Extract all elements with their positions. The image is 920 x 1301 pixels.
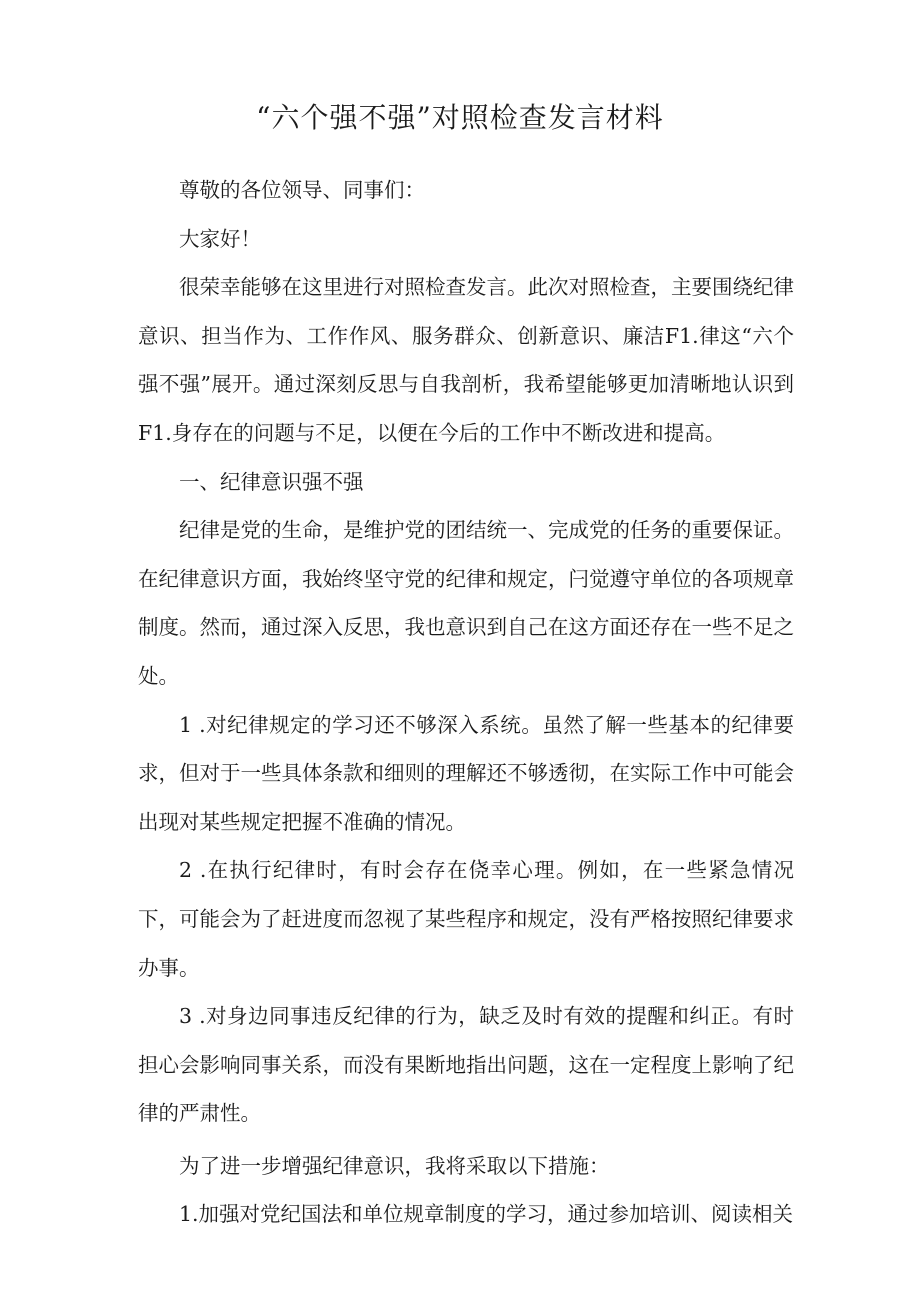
shortcoming-item-1: 1 .对纪律规定的学习还不够深入系统。虽然了解一些基本的纪律要求，但对于一些具体条款和细则的理解还不够透彻，在实际工作中可能会出现对某些规定把握不准确的情况。 (138, 712, 794, 834)
intro-paragraph: 很荣幸能够在这里进行对照检查发言。此次对照检查，主要围绕纪律意识、担当作为、工作作风、服务群众、创新意识、廉洁F1.律这“六个强不强”展开。通过深刻反思与自我剖析，我希望能够更加清晰地认识到F1.身存在的问题与不足，以便在今后的工作中不断改进和提高。 (138, 275, 794, 445)
shortcoming-item-2: 2 .在执行纪律时，有时会存在侥幸心理。例如，在一些紧急情况下，可能会为了赶进度而忽视了某些程序和规定，没有严格按照纪律要求办事。 (138, 858, 794, 980)
salutation-paragraph: 尊敬的各位领导、同事们： (179, 178, 425, 202)
document-title: “六个强不强”对照检查发言材料 (256, 101, 664, 134)
document-body (138, 166, 794, 1239)
measures-intro-paragraph: 为了进一步增强纪律意识，我将采取以下措施： (179, 1153, 610, 1178)
section-heading: 一、纪律意识强不强 (179, 469, 364, 494)
shortcoming-item-3: 3 .对身边同事违反纪律的行为，缺乏及时有效的提醒和纠正。有时担心会影响同事关系，而没有果断地指出问题，这在一定程度上影响了纪律的严肃性。 (138, 1004, 794, 1126)
greeting-paragraph: 大家好！ (179, 226, 261, 251)
discipline-paragraph: 纪律是党的生命，是维护党的团结统一、完成党的任务的重要保证。在纪律意识方面，我始终坚守党的纪律和规定，闩觉遵守单位的各项规章制度。然而，通过深入反思，我也意识到自己在这方面还存在一些不足之处。 (138, 518, 794, 688)
measure-item-1: 1.加强对党纪国法和单位规章制度的学习，通过参加培训、阅读相关 (179, 1202, 794, 1227)
